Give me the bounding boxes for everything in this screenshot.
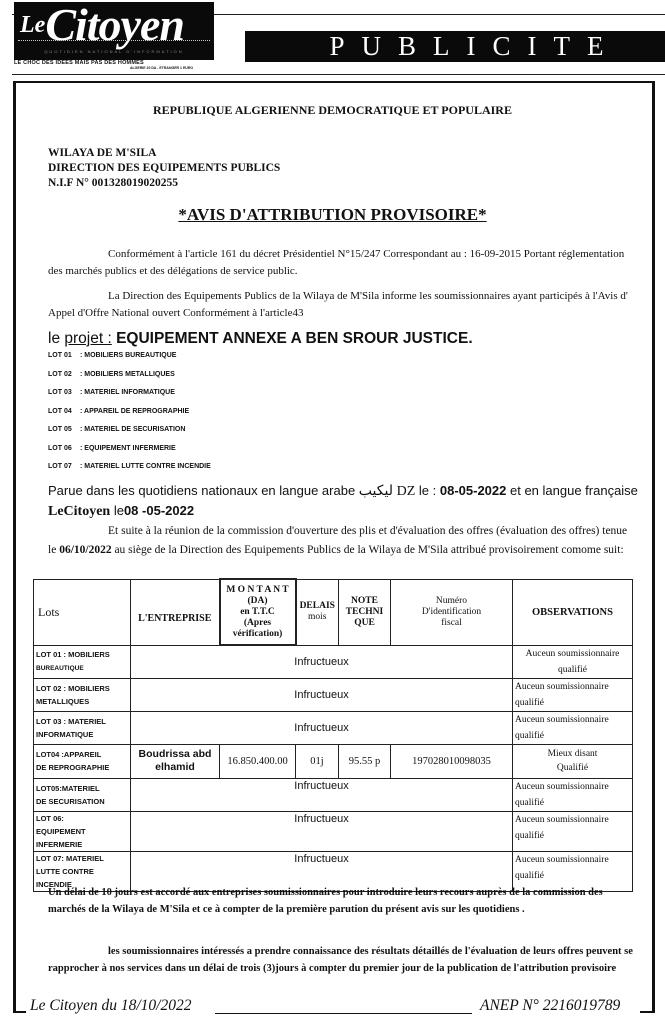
observation-cell: Auceun soumissionnaire qualifié bbox=[513, 678, 633, 711]
header-observations: OBSERVATIONS bbox=[513, 579, 633, 645]
status-cell: Infructueux bbox=[131, 645, 513, 678]
lot-list-item: LOT 05 : MATERIEL DE SECURISATION bbox=[48, 426, 186, 433]
nif-line: N.I.F N° 001328019020255 bbox=[48, 177, 179, 189]
table-row bbox=[34, 778, 633, 811]
logo-prefix: Le bbox=[20, 12, 46, 38]
header-delais: DELAIS mois bbox=[296, 579, 339, 645]
logo-subline: QUOTIDIEN NATIONAL D'INFORMATION bbox=[44, 49, 184, 54]
observation-cell: Auceun soumissionnaire qualifié bbox=[513, 778, 633, 811]
status-cell: Infructueux bbox=[131, 711, 513, 744]
lot-list-item: LOT 06 : EQUIPEMENT INFERMERIE bbox=[48, 445, 176, 452]
lot-cell: LOT 03 : MATERIEL INFORMATIQUE bbox=[34, 711, 131, 744]
publication-date-french: 08 -05-2022 bbox=[123, 503, 195, 518]
legal-reference-paragraph: Conformément à l'article 161 du décret Présidentiel N°15/247 Correspondant au : 16-09-2015 Portant réglementation des marchés publics et des délégations de service public. bbox=[48, 248, 625, 277]
header-montant: M O N T A N T (DA) en T.T.C (Apres vérification) bbox=[220, 579, 296, 645]
notice-title: *AVIS D'ATTRIBUTION PROVISOIRE* bbox=[178, 205, 487, 224]
table-row-awarded bbox=[34, 744, 633, 778]
header-entreprise: L'ENTREPRISE bbox=[131, 579, 220, 645]
delay-cell: 01j bbox=[296, 744, 339, 778]
header-numero-fiscal: Numéro D'identification fiscal bbox=[391, 579, 513, 645]
status-cell: Infructueux bbox=[131, 851, 513, 891]
fiscal-id-cell: 197028010098035 bbox=[391, 744, 513, 778]
project-line bbox=[48, 330, 473, 348]
logo-rule bbox=[18, 40, 210, 42]
observation-cell: Auceun soumissionnaire qualifié bbox=[513, 811, 633, 851]
publication-paragraph: Parue dans les quotidiens nationaux en langue arabe ليكيب DZ le : 08-05-2022 et en langue française LeCitoyen le08 -05-2022 bbox=[48, 483, 638, 519]
header-lots: Lots bbox=[34, 579, 131, 645]
masthead-bottom-rule bbox=[12, 74, 665, 75]
wilaya-line: WILAYA DE M'SILA bbox=[48, 147, 157, 159]
project-label: le projet : bbox=[48, 330, 112, 347]
lot-cell: LOT04 :APPAREIL DE REPROGRAPHIE bbox=[34, 744, 131, 778]
lot-cell: LOT 02 : MOBILIERS METALLIQUES bbox=[34, 678, 131, 711]
lot-cell: LOT 06: EQUIPEMENT INFERMERIE bbox=[34, 811, 131, 851]
table-row bbox=[34, 678, 633, 711]
observation-cell: Auceun soumissionnaire qualifié bbox=[513, 645, 633, 678]
arabic-newspaper-name: ليكيب bbox=[358, 484, 393, 499]
newspaper-price-line: ALGERIE 20 DA - ETRANGER 1 EURO bbox=[130, 66, 194, 70]
lot-list-item: LOT 01 : MOBILIERS BUREAUTIQUE bbox=[48, 352, 177, 359]
newspaper-tagline: LE CHOC DES IDEES MAIS PAS DES HOMMES bbox=[14, 60, 144, 66]
status-cell: Infructueux bbox=[131, 811, 513, 851]
company-cell: Boudrissa abd elhamid bbox=[131, 744, 220, 778]
frame-corner-left bbox=[13, 1011, 26, 1013]
lot-list-item: LOT 07 : MATERIEL LUTTE CONTRE INCENDIE bbox=[48, 463, 211, 470]
status-cell: Infructueux bbox=[131, 678, 513, 711]
project-name: EQUIPEMENT ANNEXE A BEN SROUR JUSTICE. bbox=[116, 330, 473, 347]
commission-date: 06/10/2022 bbox=[59, 544, 112, 556]
footer-anep-number: ANEP N° 2216019789 bbox=[480, 997, 621, 1014]
observation-cell: Auceun soumissionnaire qualifié bbox=[513, 851, 633, 891]
republic-heading: REPUBLIQUE ALGERIENNE DEMOCRATIQUE ET POPULAIRE bbox=[153, 103, 512, 117]
french-newspaper-name: LeCitoyen bbox=[48, 504, 111, 519]
amount-cell: 16.850.400.00 bbox=[220, 744, 296, 778]
header-note-technique: NOTE TECHNI QUE bbox=[339, 579, 391, 645]
observation-cell: Auceun soumissionnaire qualifié bbox=[513, 711, 633, 744]
table-row bbox=[34, 711, 633, 744]
appeal-period-paragraph: Un délai de 10 jours est accordé aux entreprises soumissionnaires pour introduire leurs recours auprès de la commission des marchés de la Wilaya de M'Sila et ce à compter de la première parution du présent avis sur les quotidiens . bbox=[48, 887, 603, 915]
lot-cell: LOT05:MATERIEL DE SECURISATION bbox=[34, 778, 131, 811]
newspaper-logo bbox=[14, 2, 214, 60]
lot-list-item: LOT 02 : MOBILIERS METALLIQUES bbox=[48, 371, 175, 378]
direction-info-paragraph: La Direction des Equipements Publics de la Wilaya de M'Sila informe les soumissionnaires ayant participés à l'Avis d' Appel d'Offre National ouvert Conformément à l'article43 bbox=[48, 290, 628, 319]
observation-cell: Mieux disant Qualifié bbox=[513, 744, 633, 778]
lot-list-item: LOT 04 : APPAREIL DE REPROGRAPHIE bbox=[48, 408, 190, 415]
footer-publication-date: Le Citoyen du 18/10/2022 bbox=[30, 997, 192, 1014]
footer-rule bbox=[215, 1013, 472, 1014]
logo-name: Citoyen bbox=[45, 0, 184, 50]
attribution-results-table bbox=[33, 578, 633, 892]
lot-cell: LOT 01 : MOBILIERS BUREAUTIQUE bbox=[34, 645, 131, 678]
frame-corner-right bbox=[640, 1011, 654, 1013]
status-cell: Infructueux bbox=[131, 778, 513, 811]
lot-list-item: LOT 03 : MATERIEL INFORMATIQUE bbox=[48, 389, 175, 396]
commission-paragraph: Et suite à la réunion de la commission d'ouverture des plis et d'évaluation des offres (évaluation des offres) tenue le 06/10/2022 au siège de la Direction des Equipements Publics de la Wilaya de M'Sila attribué provisoirement comome suit: bbox=[48, 525, 628, 556]
section-banner bbox=[245, 31, 665, 62]
technical-score-cell: 95.55 p bbox=[339, 744, 391, 778]
consultation-paragraph: les soumissionnaires intéressés a prendre connaissance des résultats détaillés de l'évaluation de leurs offres peuvent se rapprocher à nos services dans un délai de trois (3)jours à compter du premier jour de la publication de l'attribution provisoire bbox=[48, 946, 633, 974]
direction-line: DIRECTION DES EQUIPEMENTS PUBLICS bbox=[48, 162, 281, 174]
section-title: PUBLICITE bbox=[329, 31, 621, 61]
table-row bbox=[34, 645, 633, 678]
publication-date-arabic: 08-05-2022 bbox=[439, 483, 507, 498]
table-row bbox=[34, 811, 633, 851]
table-header-row bbox=[34, 579, 633, 645]
lot-cell: LOT 07: MATERIEL LUTTE CONTRE INCENDIE bbox=[34, 851, 131, 891]
